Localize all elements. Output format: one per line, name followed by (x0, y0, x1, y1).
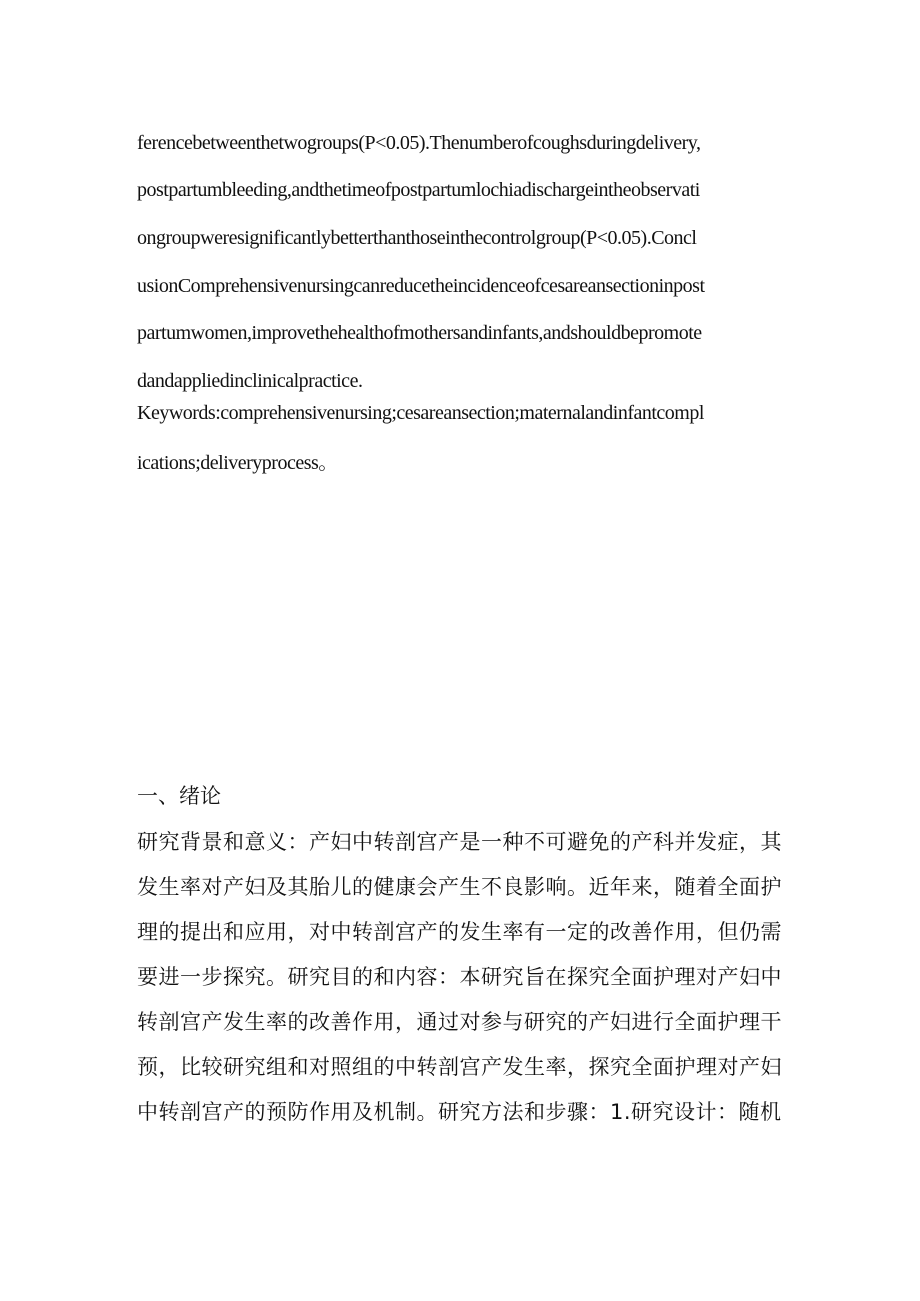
keywords-line: Keywords:comprehensivenursing;cesareansection;maternalandinfantcompl (137, 402, 704, 424)
paragraph-line: 转剖宫产发生率的改善作用，通过对参与研究的产妇进行全面护理干 (137, 1010, 782, 1034)
paragraph-line: 中转剖宫产的预防作用及机制。研究方法和步骤：1.研究设计：随机 (137, 1100, 782, 1124)
paragraph-line: 发生率对产妇及其胎儿的健康会产生不良影响。近年来，随着全面护 (137, 875, 782, 899)
abstract-line: partumwomen,improvethehealthofmothersandinfants,andshouldbepromote (137, 322, 702, 344)
section-heading: 一、绪论 (137, 784, 221, 808)
keywords-line: ications;deliveryprocess。 (137, 452, 338, 474)
paragraph-line: 要进一步探究。研究目的和内容：本研究旨在探究全面护理对产妇中 (137, 965, 782, 989)
paragraph-line: 预，比较研究组和对照组的中转剖宫产发生率，探究全面护理对产妇 (137, 1055, 782, 1079)
paragraph-line: 研究背景和意义：产妇中转剖宫产是一种不可避免的产科并发症，其 (137, 830, 782, 854)
abstract-line: ferencebetweenthetwogroups(P<0.05).Thenumberofcoughsduringdelivery, (137, 132, 701, 154)
abstract-line: ongroupweresignificantlybetterthanthoseinthecontrolgroup(P<0.05).Concl (137, 227, 697, 249)
paragraph-line: 理的提出和应用，对中转剖宫产的发生率有一定的改善作用，但仍需 (137, 920, 782, 944)
abstract-line: usionComprehensivenursingcanreducetheincidenceofcesareansectioninpost (137, 275, 705, 297)
abstract-line: dandappliedinclinicalpractice. (137, 370, 363, 392)
abstract-line: postpartumbleeding,andthetimeofpostpartumlochiadischargeintheobservati (137, 179, 700, 201)
